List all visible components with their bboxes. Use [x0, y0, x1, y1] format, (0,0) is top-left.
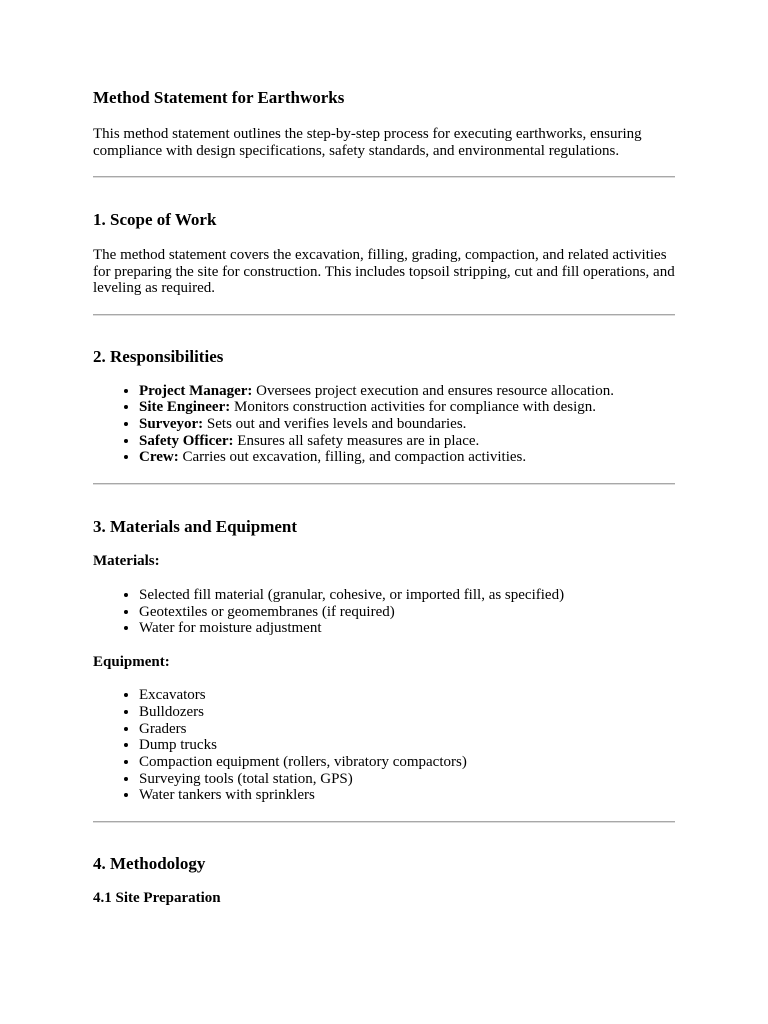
role-description: Oversees project execution and ensures resource allocation. — [252, 382, 614, 399]
site-preparation-heading: 4.1 Site Preparation — [93, 890, 221, 907]
role-description: Carries out excavation, filling, and compaction activities. — [178, 449, 527, 466]
role-label: Site Engineer: — [139, 399, 231, 416]
equipment-label: Equipment: — [93, 654, 170, 671]
list-item — [139, 416, 675, 433]
materials-list — [93, 587, 675, 637]
responsibilities-heading: 2. Responsibilities — [93, 346, 224, 366]
methodology-heading: 4. Methodology — [93, 854, 206, 874]
role-description: Sets out and verifies levels and boundaries. — [203, 415, 467, 432]
list-item: • Compaction equipment (rollers, vibratory compactors) — [139, 754, 675, 771]
materials-equipment-heading: 3. Materials and Equipment — [93, 517, 298, 537]
list-item: • Graders — [139, 721, 675, 738]
role-label: Surveyor: — [139, 415, 204, 432]
role-description: Ensures all safety measures are in place. — [233, 432, 480, 449]
scope-paragraph: The method statement covers the excavation, filling, grading, compaction, and related activities for preparing the site for construction. This includes topsoil stripping, cut and fill operations, and leveling as required. — [93, 247, 675, 296]
page-title: Method Statement for Earthworks — [93, 88, 345, 107]
equipment-list — [93, 687, 675, 804]
list-item — [139, 399, 675, 416]
list-item: • Dump trucks — [139, 737, 675, 754]
list-item: • Bulldozers — [139, 704, 675, 721]
role-description: Monitors construction activities for compliance with design. — [230, 399, 597, 416]
responsibilities-list — [93, 383, 675, 467]
list-item: • Water tankers with sprinklers — [139, 787, 675, 804]
list-item: • Selected fill material (granular, cohesive, or imported fill, as specified) — [139, 587, 675, 604]
divider — [93, 483, 675, 485]
divider — [93, 821, 675, 823]
divider — [93, 176, 675, 178]
list-item — [139, 449, 675, 466]
divider — [93, 314, 675, 316]
list-item: • Surveying tools (total station, GPS) — [139, 771, 675, 788]
role-label: Project Manager: — [139, 382, 253, 399]
role-label: Safety Officer: — [139, 432, 234, 449]
list-item: • Geotextiles or geomembranes (if required) — [139, 604, 675, 621]
materials-label: Materials: — [93, 553, 160, 570]
role-label: Crew: — [139, 449, 179, 466]
intro-paragraph: This method statement outlines the step-by-step process for executing earthworks, ensuring compliance with design specifications, safety standards, and environmental regulations. — [93, 126, 642, 159]
scope-heading: 1. Scope of Work — [93, 210, 217, 229]
list-item — [139, 383, 675, 400]
list-item: • Excavators — [139, 687, 675, 704]
list-item — [139, 433, 675, 450]
list-item: • Water for moisture adjustment — [139, 620, 675, 637]
